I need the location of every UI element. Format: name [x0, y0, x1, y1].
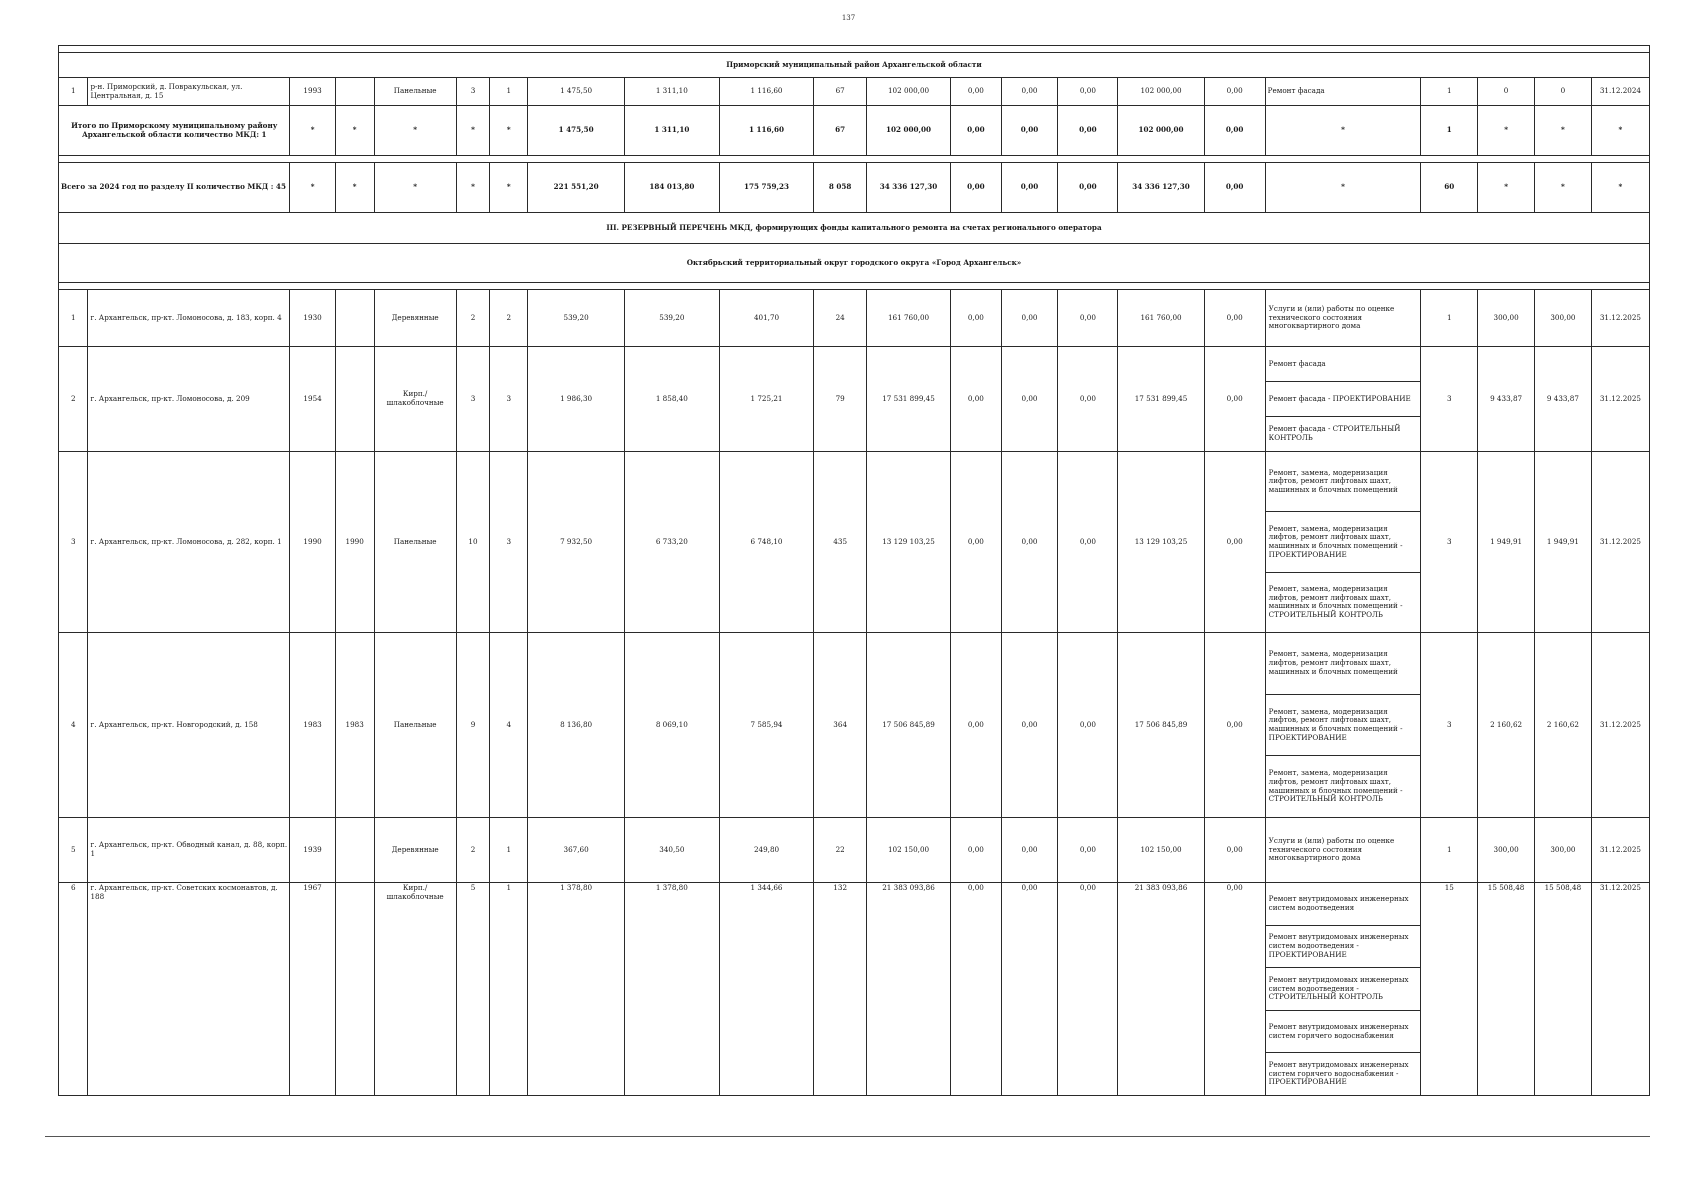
- cell-works: [1265, 290, 1421, 347]
- cell-n: 1: [59, 290, 88, 347]
- cell-residents: 22: [814, 818, 867, 883]
- works-list: [1266, 452, 1421, 632]
- cell-works-count: 3: [1421, 633, 1478, 818]
- cell-area-owned: 1 725,21: [719, 347, 814, 452]
- cell-material: Деревянные: [374, 818, 456, 883]
- cell-fund-owners: 161 760,00: [1118, 290, 1204, 347]
- cell-n: 5: [59, 818, 88, 883]
- cell-fund-owners: 102 150,00: [1118, 818, 1204, 883]
- cell-fund-federal: 0,00: [951, 290, 1002, 347]
- cell-address: г. Архангельск, пр-кт. Ломоносова, д. 209: [88, 347, 290, 452]
- works-list: [1266, 633, 1421, 817]
- cell-year-built: 1990: [290, 452, 335, 633]
- cell-fund-owners: 17 506 845,89: [1118, 633, 1204, 818]
- cell-fund-other: 0,00: [1204, 347, 1265, 452]
- cell-cost-total: 21 383 093,86: [866, 883, 950, 1096]
- cell-unit-cost: 9 433,87: [1478, 347, 1535, 452]
- cell-unit-cost: 2 160,62: [1478, 633, 1535, 818]
- cell-works: [1265, 633, 1421, 818]
- work-item: Ремонт внутридомовых инженерных систем водоотведения - СТРОИТЕЛЬНЫЙ КОНТРОЛЬ: [1266, 968, 1421, 1011]
- table-row: [59, 452, 1650, 633]
- cell-material: Деревянные: [374, 290, 456, 347]
- cell-fund-regional: 0,00: [1001, 290, 1058, 347]
- cell-fund-other: 0,00: [1204, 818, 1265, 883]
- cell-n: 6: [59, 883, 88, 1096]
- cell-fund-federal: 0,00: [951, 883, 1002, 1096]
- subtotal-row: Итого по Приморскому муниципальному району Архангельской области количество МКД: 1 * * * * * 1 475,50 1 311,10 1 116,60 67 102 000,00 0,00 0,00 0,00 102 000,00 0,00 * 1 * * *: [59, 106, 1650, 156]
- cell-year-renov: [335, 818, 374, 883]
- work-item: Услуги и (или) работы по оценке технического состояния многоквартирного дома: [1268, 304, 1395, 331]
- cell-max-cost: 15 508,48: [1535, 883, 1592, 1096]
- cell-fund-regional: 0,00: [1001, 818, 1058, 883]
- cell-works-count: 1: [1421, 818, 1478, 883]
- cell-works-count: 3: [1421, 347, 1478, 452]
- cell-area-owned: 1 344,66: [719, 883, 814, 1096]
- table-row: [59, 633, 1650, 818]
- cell-fund-local: 0,00: [1058, 290, 1118, 347]
- cell-entrances: 1: [490, 883, 528, 1096]
- cell-area-total: 1 986,30: [528, 347, 625, 452]
- cell-fund-other: 0,00: [1204, 452, 1265, 633]
- cell-floors: 3: [456, 347, 490, 452]
- work-item: Ремонт внутридомовых инженерных систем водоотведения: [1266, 883, 1421, 926]
- cell-area-living: 539,20: [624, 290, 719, 347]
- cell-floors: 2: [456, 818, 490, 883]
- cell-n: 3: [59, 452, 88, 633]
- cell-fund-local: 0,00: [1058, 883, 1118, 1096]
- works-list: [1266, 818, 1421, 882]
- cell-fund-regional: 0,00: [1001, 633, 1058, 818]
- cell-fund-owners: 21 383 093,86: [1118, 883, 1204, 1096]
- work-item: Ремонт внутридомовых инженерных систем горячего водоснабжения - ПРОЕКТИРОВАНИЕ: [1268, 1060, 1409, 1087]
- cell-fund-other: 0,00: [1204, 883, 1265, 1096]
- cell-area-total: 1 378,80: [528, 883, 625, 1096]
- cell-year-built: 1930: [290, 290, 335, 347]
- cell-area-living: 6 733,20: [624, 452, 719, 633]
- cell-residents: 79: [814, 347, 867, 452]
- cell-floors: 2: [456, 290, 490, 347]
- cell-date: 31.12.2025: [1591, 818, 1649, 883]
- cell-unit-cost: 15 508,48: [1478, 883, 1535, 1096]
- cell-fund-other: 0,00: [1204, 633, 1265, 818]
- table-row: [59, 347, 1650, 452]
- work-item: Ремонт, замена, модернизация лифтов, ремонт лифтовых шахт, машинных и блочных помещений - ПРОЕКТИРОВАНИЕ: [1266, 695, 1421, 757]
- section-header-reserve: III. РЕЗЕРВНЫЙ ПЕРЕЧЕНЬ МКД, формирующих фонды капитального ремонта на счетах регионального оператора: [59, 213, 1650, 244]
- cell-year-built: 1954: [290, 347, 335, 452]
- cell-fund-other: 0,00: [1204, 290, 1265, 347]
- cell-year-built: 1939: [290, 818, 335, 883]
- cell-fund-federal: 0,00: [951, 633, 1002, 818]
- cell-floors: 9: [456, 633, 490, 818]
- cell-max-cost: 2 160,62: [1535, 633, 1592, 818]
- cell-fund-federal: 0,00: [951, 452, 1002, 633]
- cell-year-renov: 1983: [335, 633, 374, 818]
- cell-date: 31.12.2025: [1591, 883, 1649, 1096]
- cell-area-total: 7 932,50: [528, 452, 625, 633]
- cell-works: [1265, 347, 1421, 452]
- cell-area-owned: 7 585,94: [719, 633, 814, 818]
- cell-works-count: 3: [1421, 452, 1478, 633]
- cell-area-total: 367,60: [528, 818, 625, 883]
- cell-fund-local: 0,00: [1058, 633, 1118, 818]
- cell-max-cost: 300,00: [1535, 290, 1592, 347]
- cell-cost-total: 161 760,00: [866, 290, 950, 347]
- reserve-list-rows: [59, 290, 1650, 1096]
- work-item: Ремонт фасада - СТРОИТЕЛЬНЫЙ КОНТРОЛЬ: [1268, 424, 1401, 442]
- works-list: [1266, 347, 1421, 451]
- works-list: [1266, 883, 1421, 1095]
- cell-fund-regional: 0,00: [1001, 347, 1058, 452]
- cell-date: 31.12.2025: [1591, 347, 1649, 452]
- table-row: [59, 883, 1650, 1096]
- cell-fund-local: 0,00: [1058, 818, 1118, 883]
- cell-area-living: 8 069,10: [624, 633, 719, 818]
- work-item: Ремонт, замена, модернизация лифтов, ремонт лифтовых шахт, машинных и блочных помещений: [1266, 452, 1421, 512]
- cell-works-count: 15: [1421, 883, 1478, 1096]
- cell-fund-local: 0,00: [1058, 347, 1118, 452]
- table-row: 1 р-н. Приморский, д. Повракульская, ул. Центральная, д. 15 1993 Панельные 3 1 1 475,50 1 311,10 1 116,60 67 102 000,00 0,00 0,00 0,00 102 000,00 0,00 Ремонт фасада 1 0 0 31.12.2024: [59, 78, 1650, 106]
- cell-address: г. Архангельск, пр-кт. Ломоносова, д. 282, корп. 1: [88, 452, 290, 633]
- bottom-rule: [45, 1136, 1650, 1137]
- cell-fund-owners: 17 531 899,45: [1118, 347, 1204, 452]
- work-item: Ремонт, замена, модернизация лифтов, ремонт лифтовых шахт, машинных и блочных помещений - СТРОИТЕЛЬНЫЙ КОНТРОЛЬ: [1268, 768, 1403, 804]
- cell-year-renov: 1990: [335, 452, 374, 633]
- cell-floors: 5: [456, 883, 490, 1096]
- cell-works-count: 1: [1421, 290, 1478, 347]
- cell-residents: 364: [814, 633, 867, 818]
- cell-area-owned: 401,70: [719, 290, 814, 347]
- cell-date: 31.12.2025: [1591, 452, 1649, 633]
- cell-address: г. Архангельск, пр-кт. Обводный канал, д. 88, корп. 1: [88, 818, 290, 883]
- cell-cost-total: 17 531 899,45: [866, 347, 950, 452]
- cell-fund-federal: 0,00: [951, 818, 1002, 883]
- cell-area-owned: 249,80: [719, 818, 814, 883]
- cell-area-living: 1 378,80: [624, 883, 719, 1096]
- table-row: [59, 290, 1650, 347]
- cell-residents: 435: [814, 452, 867, 633]
- cell-fund-local: 0,00: [1058, 452, 1118, 633]
- cell-address: г. Архангельск, пр-кт. Советских космонавтов, д. 188: [88, 883, 290, 1096]
- cell-material: Кирп./шлакоблочные: [374, 347, 456, 452]
- cell-area-living: 340,50: [624, 818, 719, 883]
- work-item: Ремонт внутридомовых инженерных систем горячего водоснабжения: [1266, 1011, 1421, 1054]
- cell-fund-regional: 0,00: [1001, 883, 1058, 1096]
- grand-total-row: Всего за 2024 год по разделу II количество МКД : 45 * * * * * 221 551,20 184 013,80 175 759,23 8 058 34 336 127,30 0,00 0,00 0,00 34 336 127,30 0,00 * 60 * * *: [59, 163, 1650, 213]
- cell-floors: 10: [456, 452, 490, 633]
- section-header-primorsky: Приморский муниципальный район Архангельской области: [59, 53, 1650, 78]
- cell-works: [1265, 452, 1421, 633]
- cell-unit-cost: 300,00: [1478, 290, 1535, 347]
- cell-entrances: 3: [490, 347, 528, 452]
- cell-cost-total: 13 129 103,25: [866, 452, 950, 633]
- cell-max-cost: 300,00: [1535, 818, 1592, 883]
- cell-material: Панельные: [374, 633, 456, 818]
- cell-entrances: 1: [490, 818, 528, 883]
- works-list: [1266, 290, 1421, 346]
- document-sheet: [58, 45, 1650, 1135]
- work-item: Ремонт фасада: [1266, 347, 1421, 382]
- cell-entrances: 3: [490, 452, 528, 633]
- work-item: Ремонт внутридомовых инженерных систем водоотведения - ПРОЕКТИРОВАНИЕ: [1266, 926, 1421, 969]
- cell-year-renov: [335, 347, 374, 452]
- cell-fund-owners: 13 129 103,25: [1118, 452, 1204, 633]
- cell-works: [1265, 883, 1421, 1096]
- cell-address: г. Архангельск, пр-кт. Ломоносова, д. 183, корп. 4: [88, 290, 290, 347]
- cell-entrances: 2: [490, 290, 528, 347]
- cell-residents: 132: [814, 883, 867, 1096]
- work-item: Ремонт, замена, модернизация лифтов, ремонт лифтовых шахт, машинных и блочных помещений - СТРОИТЕЛЬНЫЙ КОНТРОЛЬ: [1268, 584, 1403, 619]
- cell-cost-total: 102 150,00: [866, 818, 950, 883]
- cell-year-renov: [335, 883, 374, 1096]
- cell-unit-cost: 300,00: [1478, 818, 1535, 883]
- cell-n: 2: [59, 347, 88, 452]
- cell-cost-total: 17 506 845,89: [866, 633, 950, 818]
- cell-area-living: 1 858,40: [624, 347, 719, 452]
- work-item: Ремонт, замена, модернизация лифтов, ремонт лифтовых шахт, машинных и блочных помещений - ПРОЕКТИРОВАНИЕ: [1266, 512, 1421, 572]
- work-item: Услуги и (или) работы по оценке технического состояния многоквартирного дома: [1268, 836, 1395, 863]
- cell-year-built: 1967: [290, 883, 335, 1096]
- table-row: [59, 818, 1650, 883]
- page-number: 137: [841, 14, 856, 22]
- cell-max-cost: 1 949,91: [1535, 452, 1592, 633]
- cell-date: 31.12.2025: [1591, 633, 1649, 818]
- cell-fund-regional: 0,00: [1001, 452, 1058, 633]
- cell-address: г. Архангельск, пр-кт. Новгородский, д. 158: [88, 633, 290, 818]
- cell-entrances: 4: [490, 633, 528, 818]
- cell-max-cost: 9 433,87: [1535, 347, 1592, 452]
- section-header-oktyabrsky: Октябрьский территориальный округ городского округа «Город Архангельск»: [59, 244, 1650, 283]
- cell-date: 31.12.2025: [1591, 290, 1649, 347]
- cell-material: Панельные: [374, 452, 456, 633]
- cell-n: 4: [59, 633, 88, 818]
- cell-residents: 24: [814, 290, 867, 347]
- cell-fund-federal: 0,00: [951, 347, 1002, 452]
- cell-works: [1265, 818, 1421, 883]
- cell-area-owned: 6 748,10: [719, 452, 814, 633]
- work-item: Ремонт, замена, модернизация лифтов, ремонт лифтовых шахт, машинных и блочных помещений: [1266, 633, 1421, 695]
- cell-year-built: 1983: [290, 633, 335, 818]
- cell-unit-cost: 1 949,91: [1478, 452, 1535, 633]
- capital-repair-table: [58, 45, 1650, 1096]
- cell-year-renov: [335, 290, 374, 347]
- cell-material: Кирп./шлакоблочные: [374, 883, 456, 1096]
- work-item: Ремонт фасада - ПРОЕКТИРОВАНИЕ: [1266, 382, 1421, 417]
- cell-area-total: 8 136,80: [528, 633, 625, 818]
- cell-area-total: 539,20: [528, 290, 625, 347]
